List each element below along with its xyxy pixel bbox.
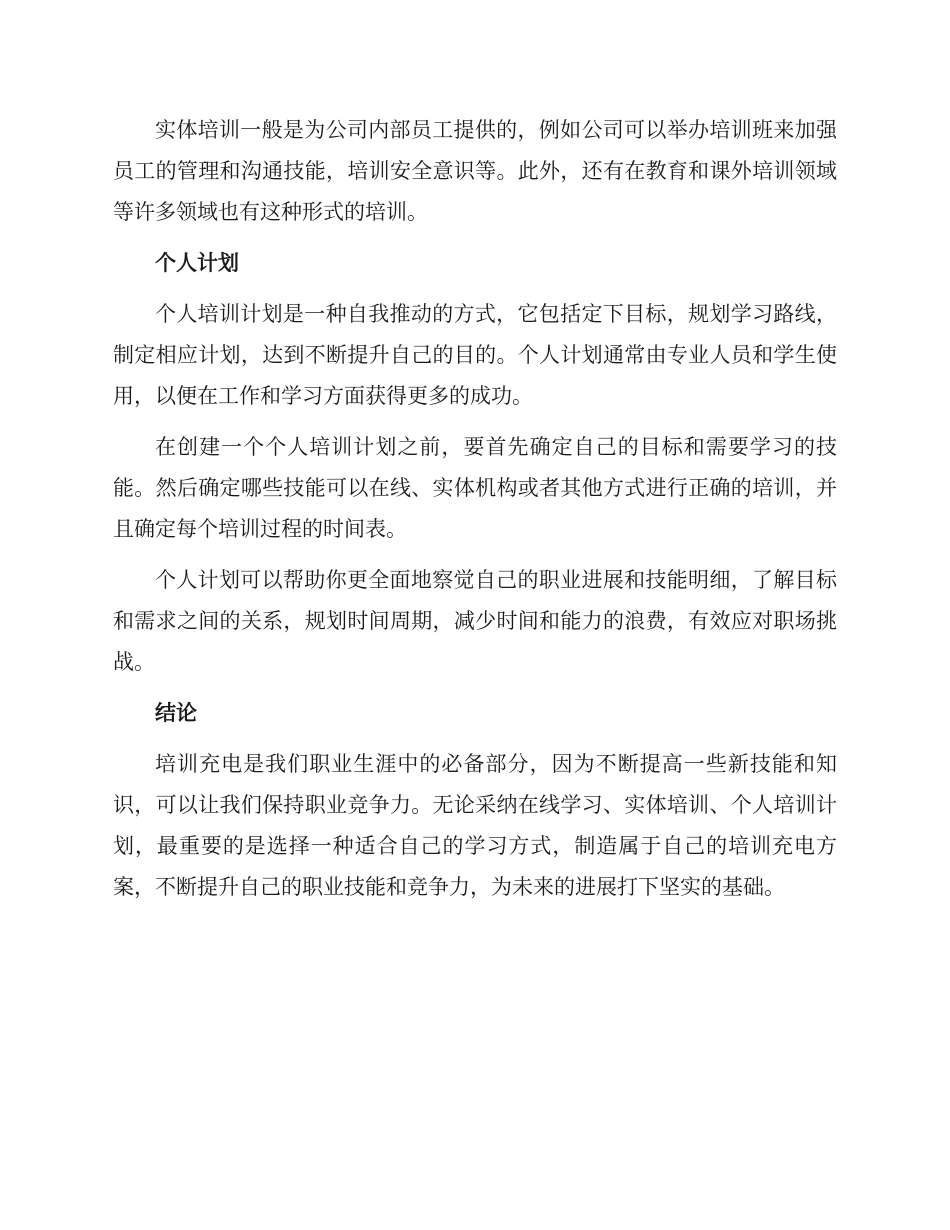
paragraph-personal-plan-1: 个人培训计划是一种自我推动的方式，它包括定下目标，规划学习路线，制定相应计划，达到不断提升自己的目的。个人计划通常由专业人员和学生使用，以便在工作和学习方面获得更多的成功。 <box>113 302 837 408</box>
paragraph-conclusion: 培训充电是我们职业生涯中的必备部分，因为不断提高一些新技能和知识，可以让我们保持职业竞争力。无论采纳在线学习、实体培训、个人培训计划，最重要的是选择一种适合自己的学习方式，制造属于自己的培训充电方案，不断提升自己的职业技能和竞争力，为未来的进展打下坚实的基础。 <box>113 752 837 899</box>
heading-personal-plan: 个人计划 <box>155 251 239 275</box>
paragraph-personal-plan-2: 在创建一个个人培训计划之前，要首先确定自己的目标和需要学习的技能。然后确定哪些技能可以在线、实体机构或者其他方式进行正确的培训，并且确定每个培训过程的时间表。 <box>113 435 837 541</box>
document-page <box>113 110 837 918</box>
paragraph-intro: 实体培训一般是为公司内部员工提供的，例如公司可以举办培训班来加强员工的管理和沟通技能，培训安全意识等。此外，还有在教育和课外培训领域等许多领域也有这种形式的培训。 <box>113 118 837 224</box>
paragraph-personal-plan-3: 个人计划可以帮助你更全面地察觉自己的职业进展和技能明细，了解目标和需求之间的关系，规划时间周期，减少时间和能力的浪费，有效应对职场挑战。 <box>113 568 837 674</box>
heading-conclusion: 结论 <box>155 701 197 725</box>
